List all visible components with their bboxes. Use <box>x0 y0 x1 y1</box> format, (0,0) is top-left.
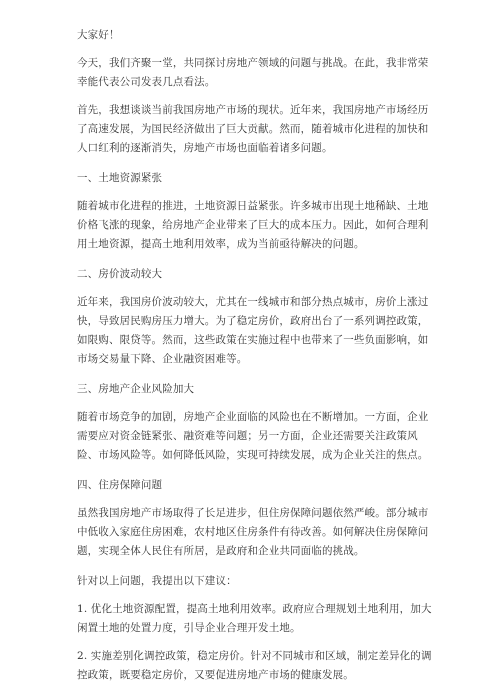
section-heading-housing: 四、住房保障问题 <box>77 479 163 491</box>
intro-paragraph: 今天，我们齐聚一堂，共同探讨房地产领域的问题与挑战。在此，我非常荣幸能代表公司发表几点看法。 <box>77 57 429 88</box>
suggestions-intro: 针对以上问题，我提出以下建议： <box>77 575 237 587</box>
section-body-housing: 虽然我国房地产市场取得了长足进步，但住房保障问题依然严峻。部分城市中低收入家庭住房困难，农村地区住房条件有待改善。如何解决住房保障问题，实现全体人民住有所居，是政府和企业共同面临的挑战。 <box>77 507 429 557</box>
section-body-risk: 随着市场竞争的加剧，房地产企业面临的风险也在不断增加。一方面，企业需要应对资金链紧张、融资难等问题；另一方面，企业还需要关注政策风险、市场风险等。如何降低风险，实现可持续发展，成为企业关注的焦点。 <box>77 411 429 461</box>
greeting: 大家好！ <box>77 29 120 41</box>
suggestion-item-1: 1. 优化土地资源配置，提高土地利用效率。政府应合理规划土地利用，加大闲置土地的处置力度，引导企业合理开发土地。 <box>77 603 432 634</box>
speech-document <box>77 26 433 685</box>
overview-paragraph: 首先，我想谈谈当前我国房地产市场的现状。近年来，我国房地产市场经历了高速发展，为国民经济做出了巨大贡献。然而，随着城市化进程的加快和人口红利的逐渐消失，房地产市场也面临着诸多问题。 <box>77 104 429 154</box>
suggestion-item-2: 2. 实施差别化调控政策，稳定房价。针对不同城市和区域，制定差异化的调控政策，既要稳定房价，又要促进房地产市场的健康发展。 <box>77 650 432 681</box>
section-heading-price: 二、房价波动较大 <box>77 268 163 280</box>
section-heading-risk: 三、房地产企业风险加大 <box>77 383 195 395</box>
section-body-land: 随着城市化进程的推进，土地资源日益紧张。许多城市出现土地稀缺、土地价格飞涨的现象，给房地产企业带来了巨大的成本压力。因此，如何合理利用土地资源，提高土地利用效率，成为当前亟待解决的问题。 <box>77 200 429 250</box>
section-body-price: 近年来，我国房价波动较大，尤其在一线城市和部分热点城市，房价上涨过快，导致居民购房压力增大。为了稳定房价，政府出台了一系列调控政策，如限购、限贷等。然而，这些政策在实施过程中也带来了一些负面影响，如市场交易量下降、企业融资困难等。 <box>77 296 429 365</box>
section-heading-land: 一、土地资源紧张 <box>77 172 163 184</box>
